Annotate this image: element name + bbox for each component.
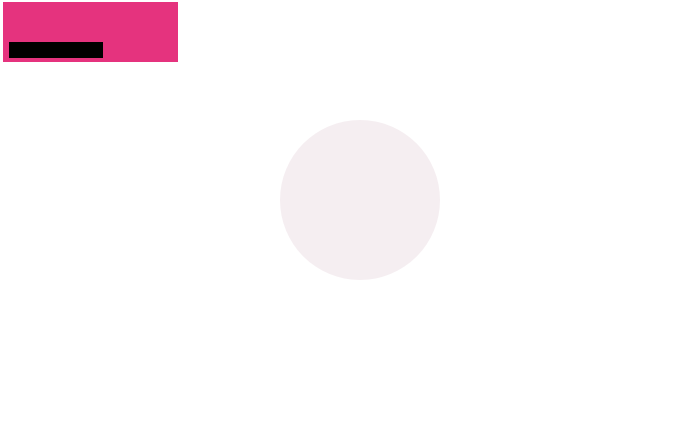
site-logo <box>3 2 178 62</box>
results-table <box>3 56 675 444</box>
